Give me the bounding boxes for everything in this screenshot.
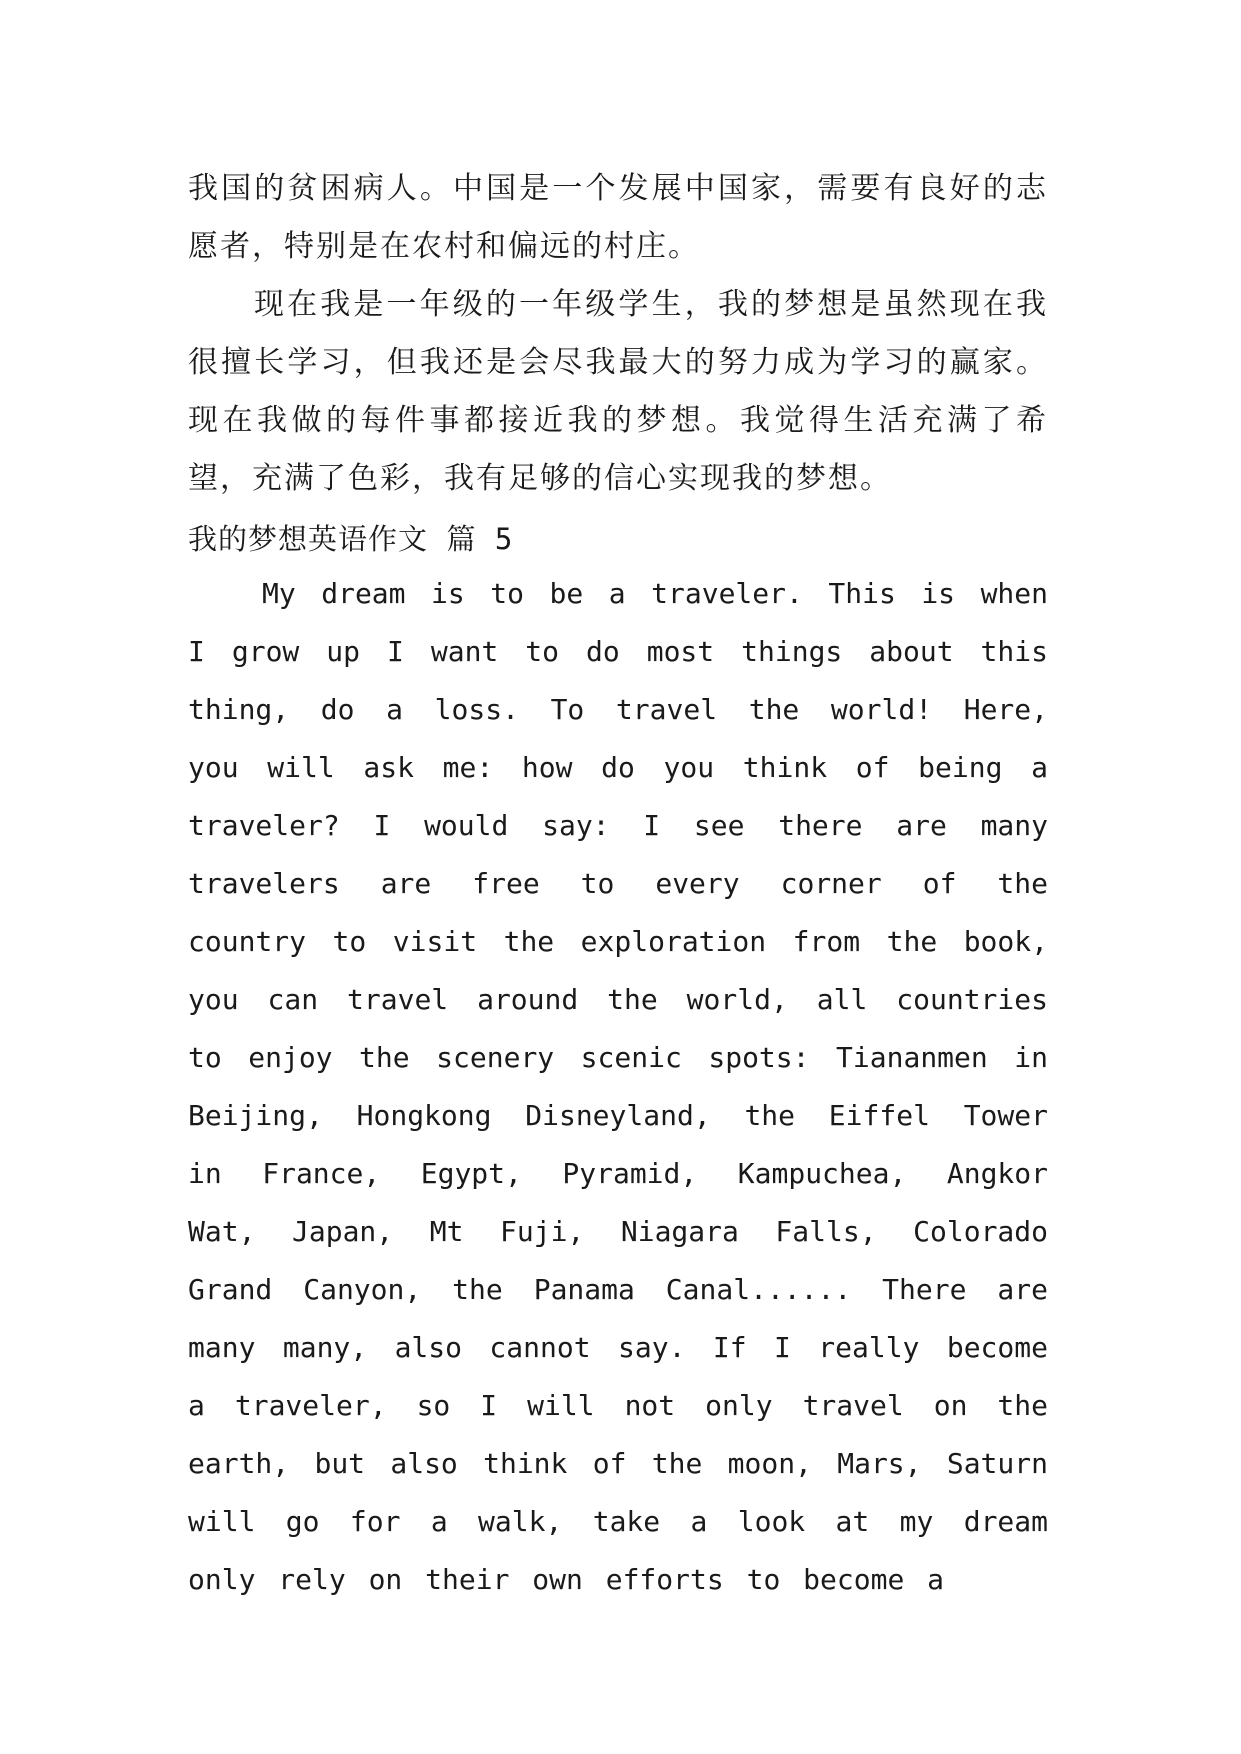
chinese-text-section xyxy=(188,160,1048,508)
section-heading: 我的梦想英语作文 篇 5 xyxy=(188,522,514,556)
paragraph-en: My dream is to be a traveler. This is when I grow up I want to do most things about this thing, do a loss. To travel the world! Here, you will ask me: how do you think of being a traveler? I would say: I see there are many travelers are free to every corner of the country to visit the exploration from the book, you can travel around the world, all countries to enjoy the scenery scenic spots: Tiananmen in Beijing, Hongkong Disneyland, the Eiffel Tower in France, Egypt, Pyramid, Kampuchea, Angkor Wat, Japan, Mt Fuji, Niagara Falls, Colorado Grand Canyon, the Panama Canal...... There are many many, also cannot say. If I really become a traveler, so I will not only travel on the earth, but also think of the moon, Mars, Saturn will go for a walk, take a look at my dream only rely on their own efforts to become a xyxy=(188,577,1048,1596)
paragraph-zh-1: 我国的贫困病人。中国是一个发展中国家，需要有良好的志愿者，特别是在农村和偏远的村庄。 xyxy=(188,171,1048,264)
english-text-section xyxy=(188,565,1048,1609)
section-heading-block xyxy=(188,510,1048,568)
paragraph-zh-2: 现在我是一年级的一年级学生，我的梦想是虽然现在我很擅长学习，但我还是会尽我最大的努力成为学习的赢家。现在我做的每件事都接近我的梦想。我觉得生活充满了希望，充满了色彩，我有足够的信心实现我的梦想。 xyxy=(188,287,1048,496)
